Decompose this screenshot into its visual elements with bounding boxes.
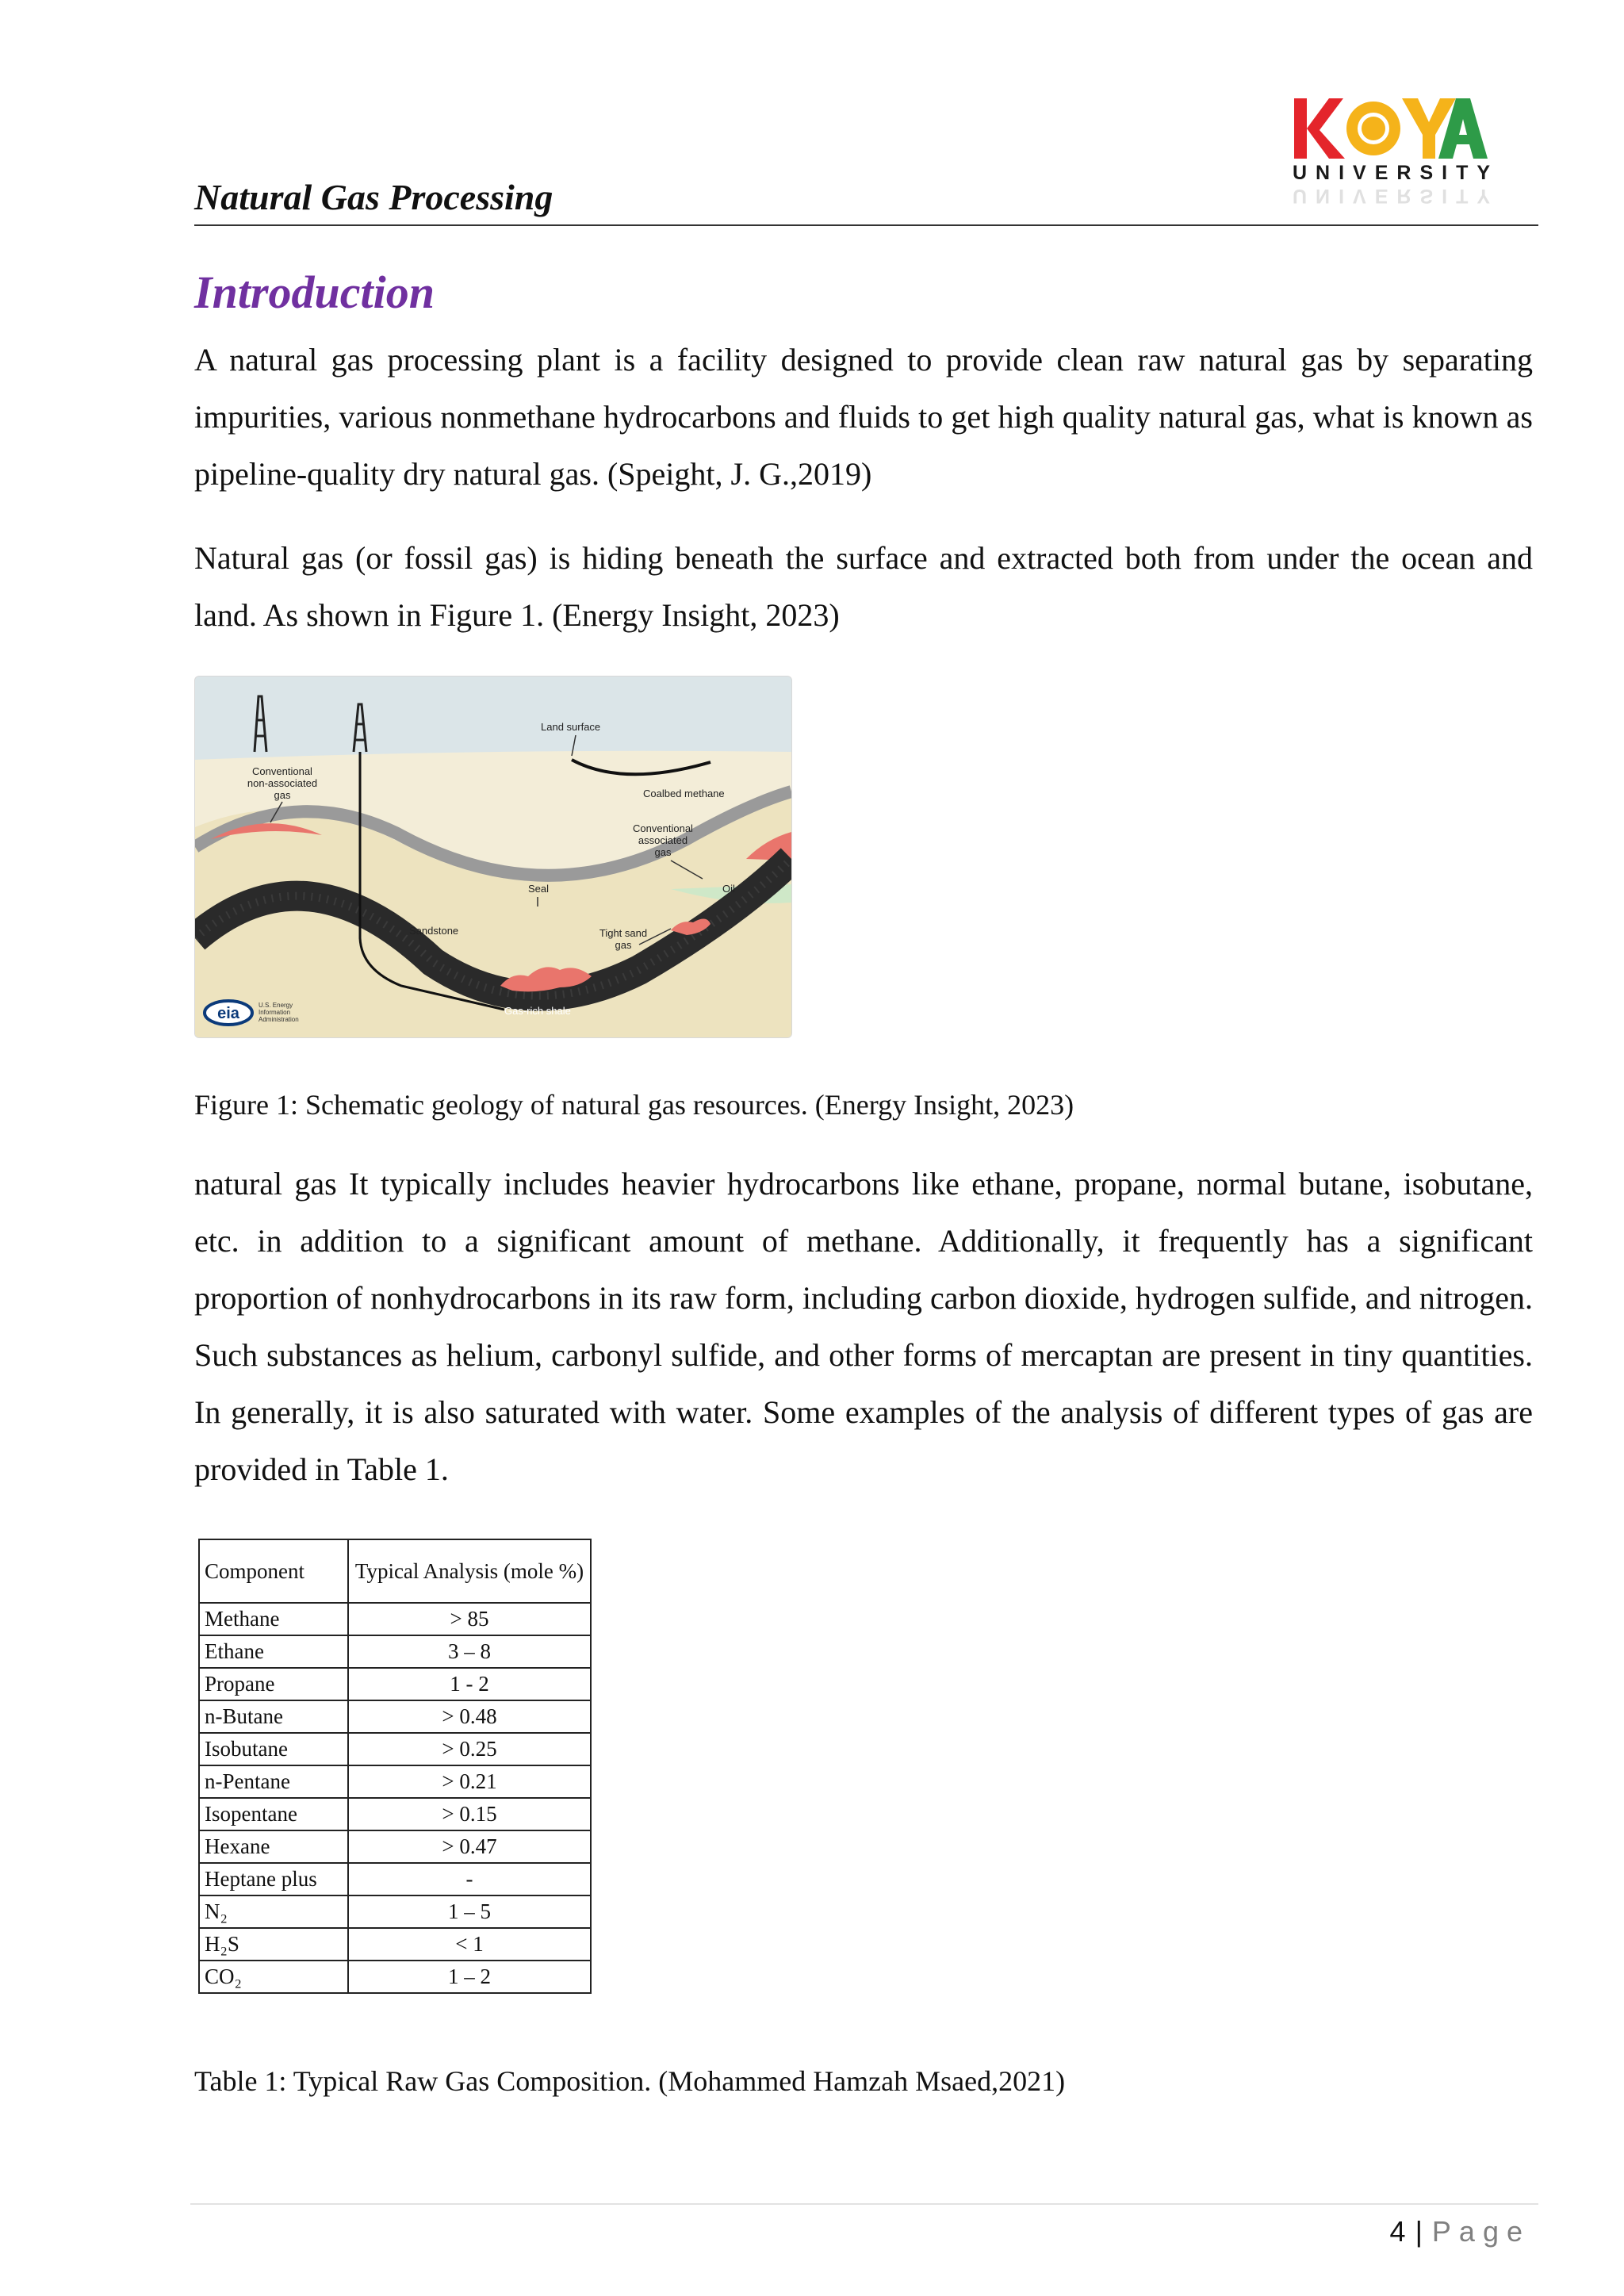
geology-figure: [194, 676, 792, 1038]
page-number: [1390, 2215, 1530, 2248]
cell-value: 1 – 5: [348, 1895, 591, 1928]
logo-k-arms: [1307, 98, 1345, 159]
cell-component: Methane: [199, 1603, 348, 1635]
cell-component: H₂S: [199, 1928, 348, 1961]
raw-gas-composition-table: [198, 1539, 592, 1994]
header-component: Component: [199, 1539, 348, 1603]
table-caption: Table 1: Typical Raw Gas Composition. (Mohammed Hamzah Msaed,2021): [194, 2065, 1066, 2097]
table-row: [199, 1830, 591, 1863]
cell-value: > 0.48: [348, 1700, 591, 1733]
table-row: [199, 1733, 591, 1765]
intro-paragraph-1: A natural gas processing plant is a facility designed to provide clean raw natural gas by separating impurities, various nonmethane hydrocarbons and fluids to get high quality natural gas, what is known as pipeline-quality dry natural gas. (Speight, J. G.,2019): [194, 342, 1533, 492]
label-assoc-1: Conventional: [633, 822, 693, 834]
table-row: [199, 1603, 591, 1635]
cell-component: Hexane: [199, 1830, 348, 1863]
label-shale: Gas-rich shale: [504, 1005, 571, 1017]
composition-paragraph: natural gas It typically includes heavier hydrocarbons like ethane, propane, normal butane, isobutane, etc. in addition to a significant amount of methane. Additionally, it frequently has a significant proportion of nonhydrocarbons in its raw form, including carbon dioxide, hydrogen sulfide, and nitrogen. Such substances as helium, carbonyl sulfide, and other forms of mercaptan are present in tiny quantities. In generally, it is also saturated with water. Some examples of the analysis of different types of gas are provided in Table 1.: [194, 1166, 1533, 1487]
label-sandstone: Sandstone: [409, 925, 459, 937]
page-separator: |: [1415, 2215, 1424, 2248]
label-assoc-3: gas: [654, 846, 672, 858]
page-number-value: 4: [1389, 2215, 1408, 2248]
cell-value: < 1: [348, 1928, 591, 1961]
table-row: [199, 1961, 591, 1993]
table-header-row: [199, 1539, 591, 1603]
koya-logo-mark: [1294, 95, 1488, 159]
label-nonassoc-1: Conventional: [252, 765, 312, 777]
table-row: [199, 1700, 591, 1733]
svg-text:Information: Information: [259, 1009, 291, 1016]
svg-text:Administration: Administration: [259, 1016, 299, 1023]
logo-sun-o: [1346, 102, 1400, 155]
footer-divider: [190, 2203, 1538, 2205]
cell-component: Heptane plus: [199, 1863, 348, 1895]
label-oil: Oil: [722, 883, 735, 895]
label-tight-sand-2: gas: [615, 939, 632, 951]
figure-caption: Figure 1: Schematic geology of natural gas resources. (Energy Insight, 2023): [194, 1089, 1074, 1121]
cell-component: Isopentane: [199, 1798, 348, 1830]
cell-value: -: [348, 1863, 591, 1895]
cell-component: Ethane: [199, 1635, 348, 1668]
cell-component: CO₂: [199, 1961, 348, 1993]
svg-text:eia: eia: [217, 1005, 239, 1022]
cell-value: > 0.25: [348, 1733, 591, 1765]
logo-k-stem: [1294, 98, 1307, 159]
cell-value: 1 – 2: [348, 1961, 591, 1993]
table-row: [199, 1765, 591, 1798]
svg-text:U.S. Energy: U.S. Energy: [259, 1002, 293, 1009]
cell-component: n-Butane: [199, 1700, 348, 1733]
logo-university-word: UNIVERSITY: [1293, 162, 1500, 184]
table-row: [199, 1635, 591, 1668]
cell-value: 3 – 8: [348, 1635, 591, 1668]
label-seal: Seal: [528, 883, 550, 895]
cell-value: > 0.21: [348, 1765, 591, 1798]
cell-value: > 0.47: [348, 1830, 591, 1863]
table-row: [199, 1863, 591, 1895]
label-assoc-2: associated: [638, 834, 688, 846]
table-row: [199, 1798, 591, 1830]
label-coalbed: Coalbed methane: [643, 788, 725, 799]
header-typical-analysis: Typical Analysis (mole %): [348, 1539, 591, 1603]
table-row: [199, 1928, 591, 1961]
cell-value: 1 - 2: [348, 1668, 591, 1700]
cell-value: > 85: [348, 1603, 591, 1635]
koya-university-logo: [1285, 95, 1499, 210]
label-land-surface: Land surface: [541, 721, 601, 733]
section-title: Introduction: [194, 266, 435, 318]
cell-component: Propane: [199, 1668, 348, 1700]
cell-component: N₂: [199, 1895, 348, 1928]
intro-paragraph-2: Natural gas (or fossil gas) is hiding beneath the surface and extracted both from under the ocean and land. As shown in Figure 1. (Energy Insight, 2023): [194, 540, 1533, 633]
cell-component: Isobutane: [199, 1733, 348, 1765]
table-row: [199, 1668, 591, 1700]
label-tight-sand-1: Tight sand: [599, 927, 648, 939]
running-header-title: Natural Gas Processing: [194, 177, 553, 217]
label-nonassoc-2: non-associated: [247, 777, 318, 789]
page-word: Page: [1431, 2215, 1530, 2248]
cell-component: n-Pentane: [199, 1765, 348, 1798]
label-nonassoc-3: gas: [274, 789, 291, 801]
table-row: [199, 1895, 591, 1928]
cell-value: > 0.15: [348, 1798, 591, 1830]
logo-university-reflection: UNIVERSITY: [1293, 185, 1500, 207]
header-divider: [194, 224, 1538, 226]
